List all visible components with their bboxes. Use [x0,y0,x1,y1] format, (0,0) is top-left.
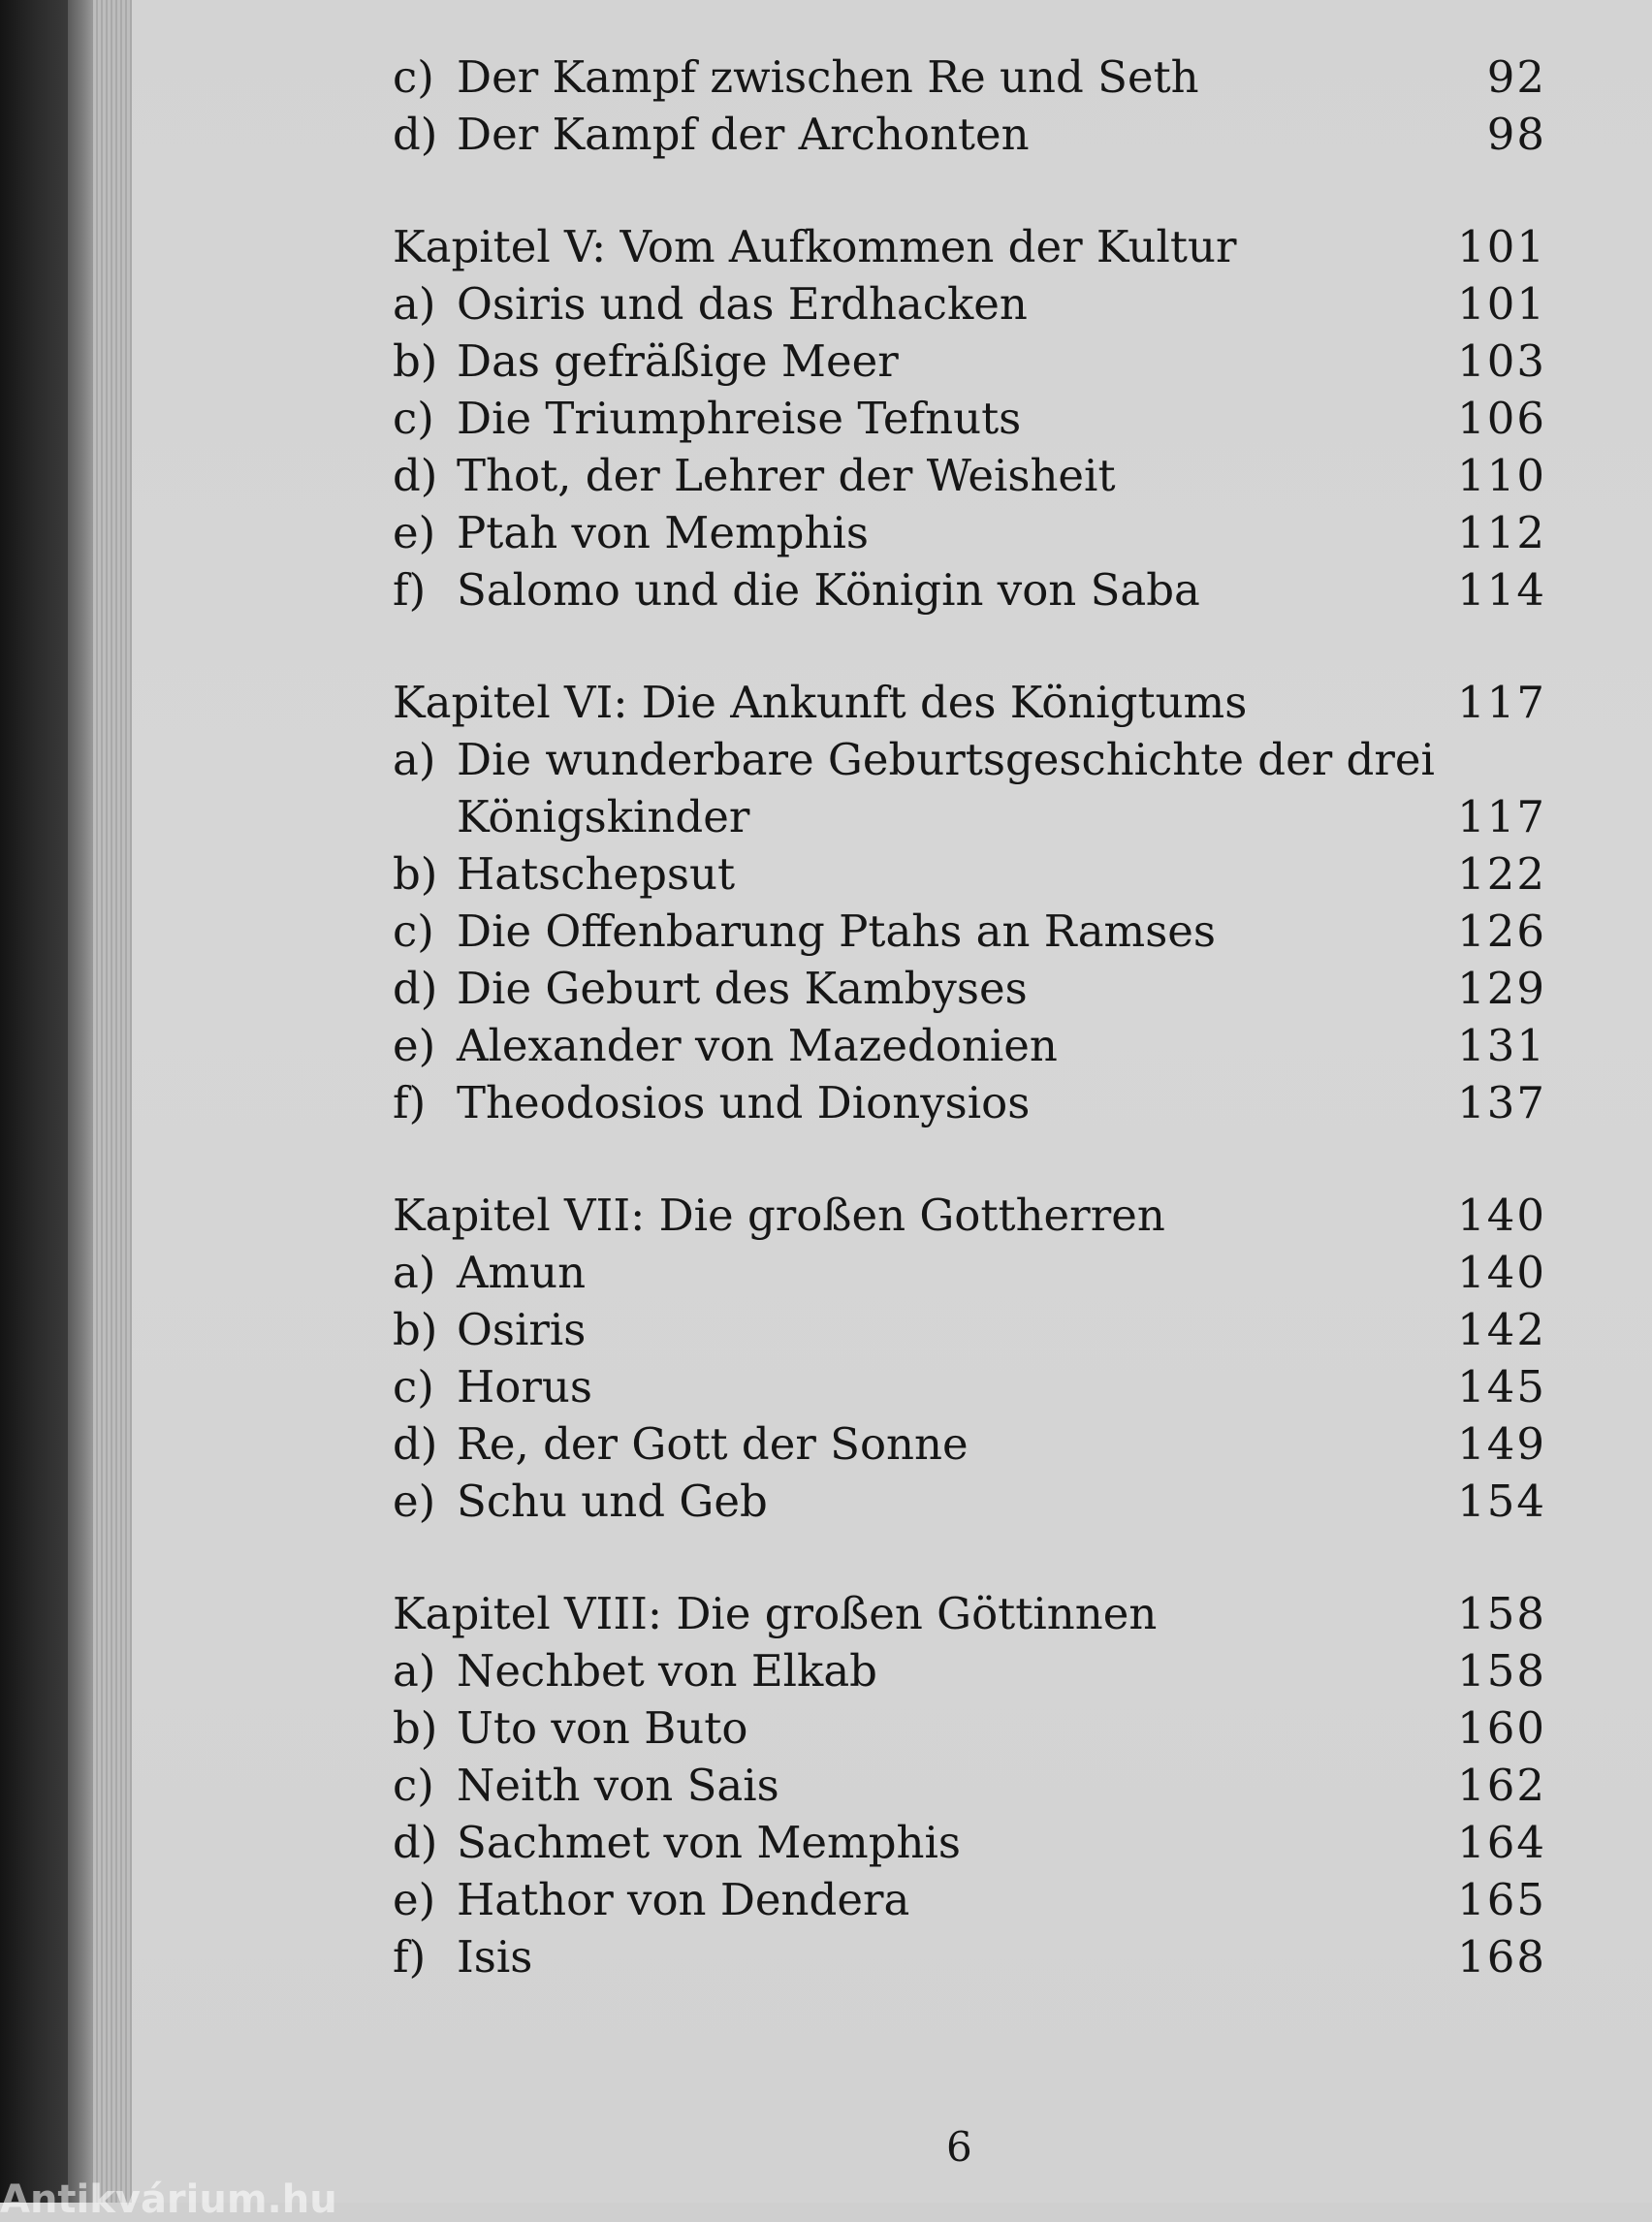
entry-letter: e) [393,507,436,558]
chapter-page-number: 101 [1457,221,1546,272]
entry-page-number: 140 [1457,1247,1546,1298]
entry-page-number: 98 [1486,109,1546,160]
chapter-heading [393,1187,1546,1244]
toc-entry [393,1017,1546,1074]
toc-entry [393,561,1546,619]
entry-page-number: 106 [1457,393,1546,444]
entry-title: Re, der Gott der Sonne [457,1418,969,1470]
entry-letter: e) [393,1476,436,1527]
toc-entry [393,447,1546,504]
toc-entry [393,275,1546,333]
entry-page-number: 162 [1457,1760,1546,1811]
toc-entry [393,1928,1546,1985]
entry-title: Ptah von Memphis [457,507,869,558]
toc-entry [393,1415,1546,1473]
entry-title: Amun [457,1247,587,1298]
toc-entry-continuation [393,788,1546,845]
entry-title: Osiris [457,1304,587,1355]
entry-letter: a) [393,734,436,785]
entry-letter: a) [393,1247,436,1298]
entry-title: Der Kampf der Archonten [457,109,1030,160]
entry-page-number: 131 [1457,1020,1546,1071]
entry-letter: c) [393,1361,434,1413]
chapter-page-number: 140 [1457,1190,1546,1241]
toc-entry [393,48,1546,106]
spine-edge [68,0,93,2203]
toc-entry [393,1871,1546,1928]
entry-letter: b) [393,1702,438,1754]
toc-entry [393,390,1546,447]
chapter-heading [393,218,1546,275]
entry-letter: b) [393,848,438,900]
toc-entry [393,333,1546,390]
toc-entry [393,731,1546,788]
entry-title: Hatschepsut [457,848,736,900]
entry-letter: d) [393,109,438,160]
toc-entry [393,1473,1546,1530]
entry-letter: d) [393,450,438,501]
table-of-contents [393,48,1546,1985]
toc-entry [393,1301,1546,1358]
entry-page-number: 103 [1457,335,1546,387]
toc-entry [393,1814,1546,1871]
toc-entry [393,106,1546,163]
entry-page-number: 160 [1457,1702,1546,1754]
entry-page-number: 154 [1457,1476,1546,1527]
entry-title: Neith von Sais [457,1760,779,1811]
entry-letter: f) [393,564,427,616]
entry-page-number: 137 [1457,1077,1546,1128]
entry-letter: d) [393,1817,438,1868]
toc-entry [393,903,1546,960]
entry-page-number: 114 [1457,564,1546,616]
chapter-heading [393,674,1546,731]
entry-title: Thot, der Lehrer der Weisheit [457,450,1116,501]
entry-letter: c) [393,1760,434,1811]
toc-entry [393,1074,1546,1131]
chapter-page-number: 117 [1457,677,1546,728]
toc-entry [393,504,1546,561]
entry-page-number: 122 [1457,848,1546,900]
entry-page-number: 145 [1457,1361,1546,1413]
entry-letter: a) [393,278,436,330]
entry-title: Sachmet von Memphis [457,1817,961,1868]
page-number: 6 [946,2123,972,2171]
entry-page-number: 129 [1457,963,1546,1014]
entry-title: Die Triumphreise Tefnuts [457,393,1022,444]
entry-letter: c) [393,51,434,103]
entry-title: Hathor von Dendera [457,1874,910,1925]
entry-title: Isis [457,1931,533,1983]
entry-letter: c) [393,393,434,444]
entry-letter: e) [393,1020,436,1071]
chapter-heading [393,1585,1546,1642]
entry-page-number: 110 [1457,450,1546,501]
entry-letter: c) [393,905,434,957]
entry-title: Alexander von Mazedonien [457,1020,1058,1071]
toc-entry [393,1757,1546,1814]
entry-page-number: 165 [1457,1874,1546,1925]
toc-entry [393,960,1546,1017]
entry-title: Die Geburt des Kambyses [457,963,1028,1014]
chapter-page-number: 158 [1457,1588,1546,1639]
toc-entry [393,845,1546,903]
entry-title: Der Kampf zwischen Re und Seth [457,51,1199,103]
entry-letter: f) [393,1077,427,1128]
chapter-title: Kapitel V: Vom Aufkommen der Kultur [393,221,1237,272]
entry-title: Theodosios und Dionysios [457,1077,1031,1128]
toc-entry [393,1244,1546,1301]
entry-page-number: 164 [1457,1817,1546,1868]
entry-title-continuation: Königskinder [457,791,750,842]
entry-title: Uto von Buto [457,1702,748,1754]
entry-letter: f) [393,1931,427,1983]
entry-page-number: 117 [1457,791,1546,842]
entry-title: Osiris und das Erdhacken [457,278,1028,330]
entry-page-number: 142 [1457,1304,1546,1355]
page-edges [93,0,132,2203]
entry-letter: d) [393,963,438,1014]
entry-title: Das gefräßige Meer [457,335,899,387]
entry-page-number: 112 [1457,507,1546,558]
book-spine [0,0,68,2203]
entry-title: Nechbet von Elkab [457,1645,877,1697]
entry-page-number: 92 [1486,51,1546,103]
entry-letter: e) [393,1874,436,1925]
entry-page-number: 126 [1457,905,1546,957]
entry-letter: a) [393,1645,436,1697]
entry-page-number: 168 [1457,1931,1546,1983]
entry-title: Horus [457,1361,592,1413]
entry-letter: b) [393,1304,438,1355]
entry-letter: b) [393,335,438,387]
toc-entry [393,1699,1546,1757]
entry-page-number: 101 [1457,278,1546,330]
entry-title: Salomo und die Königin von Saba [457,564,1200,616]
entry-title: Schu und Geb [457,1476,768,1527]
entry-page-number: 149 [1457,1418,1546,1470]
toc-entry [393,1642,1546,1699]
entry-title: Die wunderbare Geburtsgeschichte der drei [457,734,1435,785]
toc-entry [393,1358,1546,1415]
entry-letter: d) [393,1418,438,1470]
watermark: Antikvárium.hu [0,2177,337,2222]
chapter-title: Kapitel VIII: Die großen Göttinnen [393,1588,1158,1639]
chapter-title: Kapitel VII: Die großen Gottherren [393,1190,1165,1241]
chapter-title: Kapitel VI: Die Ankunft des Königtums [393,677,1248,728]
entry-page-number: 158 [1457,1645,1546,1697]
entry-title: Die Offenbarung Ptahs an Ramses [457,905,1217,957]
